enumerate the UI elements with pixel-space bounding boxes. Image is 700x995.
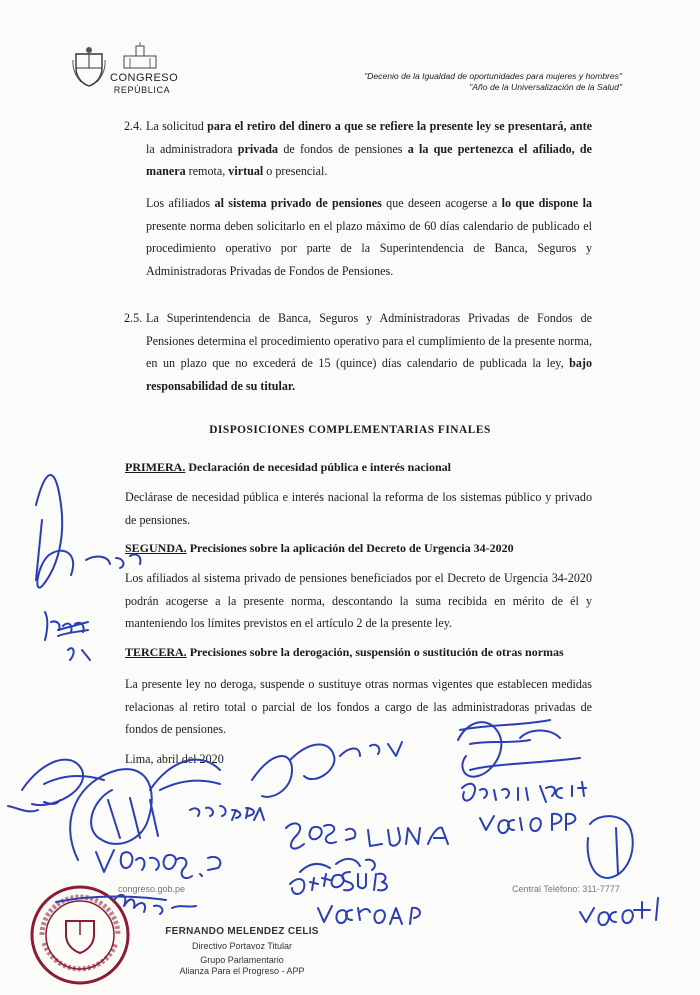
signature-top-centre — [252, 742, 402, 797]
stamp-group: Grupo Parlamentario — [200, 955, 284, 965]
stamp-role: Directivo Portavoz Titular — [191, 941, 293, 951]
text-run: a la que pertenezca el afiliado, de manera — [146, 141, 592, 178]
signature-lema-note — [45, 612, 90, 660]
signature-vocero-ap — [318, 906, 420, 924]
signature-daniel-urresti — [462, 782, 586, 802]
text-run: virtual — [228, 164, 264, 178]
tercera-title: Precisiones sobre la derogación, suspensión o sustitución de otras normas — [186, 645, 564, 659]
coat-of-arms-icon — [72, 46, 106, 88]
text-run: al sistema privado de pensiones — [214, 196, 382, 210]
congreso-logo — [72, 40, 182, 100]
section-number-2-5: 2.5. — [124, 311, 143, 325]
footer-phone: Central Teléfono: 311-7777 — [512, 884, 620, 894]
motto-line-2: "Año de la Universalización de la Salud" — [469, 82, 622, 92]
primera-title: Declaración de necesidad pública e interés nacional — [185, 460, 451, 474]
primera-text: Declárase de necesidad pública e interés nacional la reforma de los sistemas público y privado de pensiones. — [125, 490, 592, 527]
tercera-heading — [125, 645, 564, 660]
tercera-text: La presente ley no deroga, suspende o sustituye otras normas vigentes que establecen medidas relacionas al retiro total o parcial de los fondos a cargo de las administradoras privadas de fondos de pensiones. — [125, 677, 592, 736]
text-run: remota, — [185, 164, 229, 178]
signature-vocero-sp — [96, 850, 220, 878]
text-run: La Superintendencia de Banca, Seguros y Administradoras Privadas de Fondos de Pensiones determina el procedimiento operativo para el cumplimiento de la presente norma, en un plazo que no excederá de 15 (quince) días calendario de publicada la ley, — [146, 311, 592, 370]
text-run: bajo responsabilidad de su titular. — [146, 356, 592, 393]
text-run: Los afiliados — [146, 196, 215, 210]
segunda-title: Precisiones sobre la aplicación del Decreto de Urgencia 34-2020 — [186, 541, 514, 555]
segunda-label: SEGUNDA. — [125, 541, 187, 555]
stamp-name: FERNANDO MELENDEZ CELIS — [165, 926, 319, 937]
signature-jose-luna — [286, 823, 448, 848]
text-run: de fondos de pensiones — [278, 141, 408, 156]
signature-vocero-left — [86, 554, 140, 568]
congress-building-icon — [120, 42, 160, 70]
signature-bottom-right — [580, 816, 658, 925]
place-date: Lima, abril del 2020 — [125, 752, 224, 766]
text-run: o presencial. — [263, 164, 328, 178]
signature-left-margin — [36, 475, 73, 588]
signature-portavoz — [8, 760, 104, 812]
signature-big-loop — [70, 769, 158, 860]
section-2-4-paragraph-2 — [146, 192, 592, 282]
official-seal-stamp — [28, 883, 132, 987]
signature-vocero-pp — [480, 814, 575, 833]
text-run: privada — [237, 141, 279, 156]
logo-text-congreso: CONGRESO — [110, 72, 179, 84]
stamp-party: Alianza Para el Progreso - APP — [179, 966, 305, 976]
segunda-text: Los afiliados al sistema privado de pensiones beneficiados por el Decreto de Urgencia 34-2020 podrán acogerse a la presente norma, descontando la suma recibida en mérito de él y manteniendo los límites previstos en el artículo 2 de la presente ley. — [125, 571, 592, 630]
section-number-2-4: 2.4. — [124, 119, 143, 133]
footer-url: congreso.gob.pe — [118, 884, 186, 894]
disposiciones-heading: DISPOSICIONES COMPLEMENTARIAS FINALES — [209, 424, 491, 436]
primera-heading — [125, 460, 451, 475]
text-run: que deseen acogerse a — [381, 196, 502, 210]
text-run: para el retiro del dinero a que se refiere la presente ley se presentará, ante — [207, 119, 592, 133]
text-run: presente norma deben solicitarlo en el plazo máximo de 60 días calendario de publicado el procedimiento operativo por parte de la Superintendencia de Banca, Seguros y Administradoras Privadas de Fondos de Pensiones. — [146, 218, 592, 278]
text-run: la administradora — [146, 141, 238, 156]
tercera-label: TERCERA. — [125, 645, 187, 659]
primera-label: PRIMERA. — [125, 460, 186, 474]
text-run: La solicitud — [146, 119, 208, 133]
segunda-heading — [125, 541, 514, 556]
text-run: lo que dispone la — [501, 196, 592, 210]
section-2-5-paragraph — [146, 307, 592, 397]
header-motto — [364, 71, 622, 93]
logo-text-republica: REPÚBLICA — [113, 85, 171, 95]
signature-otto — [290, 859, 387, 894]
section-2-4-paragraph-1 — [146, 115, 592, 183]
motto-line-1: "Decenio de la Igualdad de oportunidades para mujeres y hombres" — [364, 71, 622, 81]
